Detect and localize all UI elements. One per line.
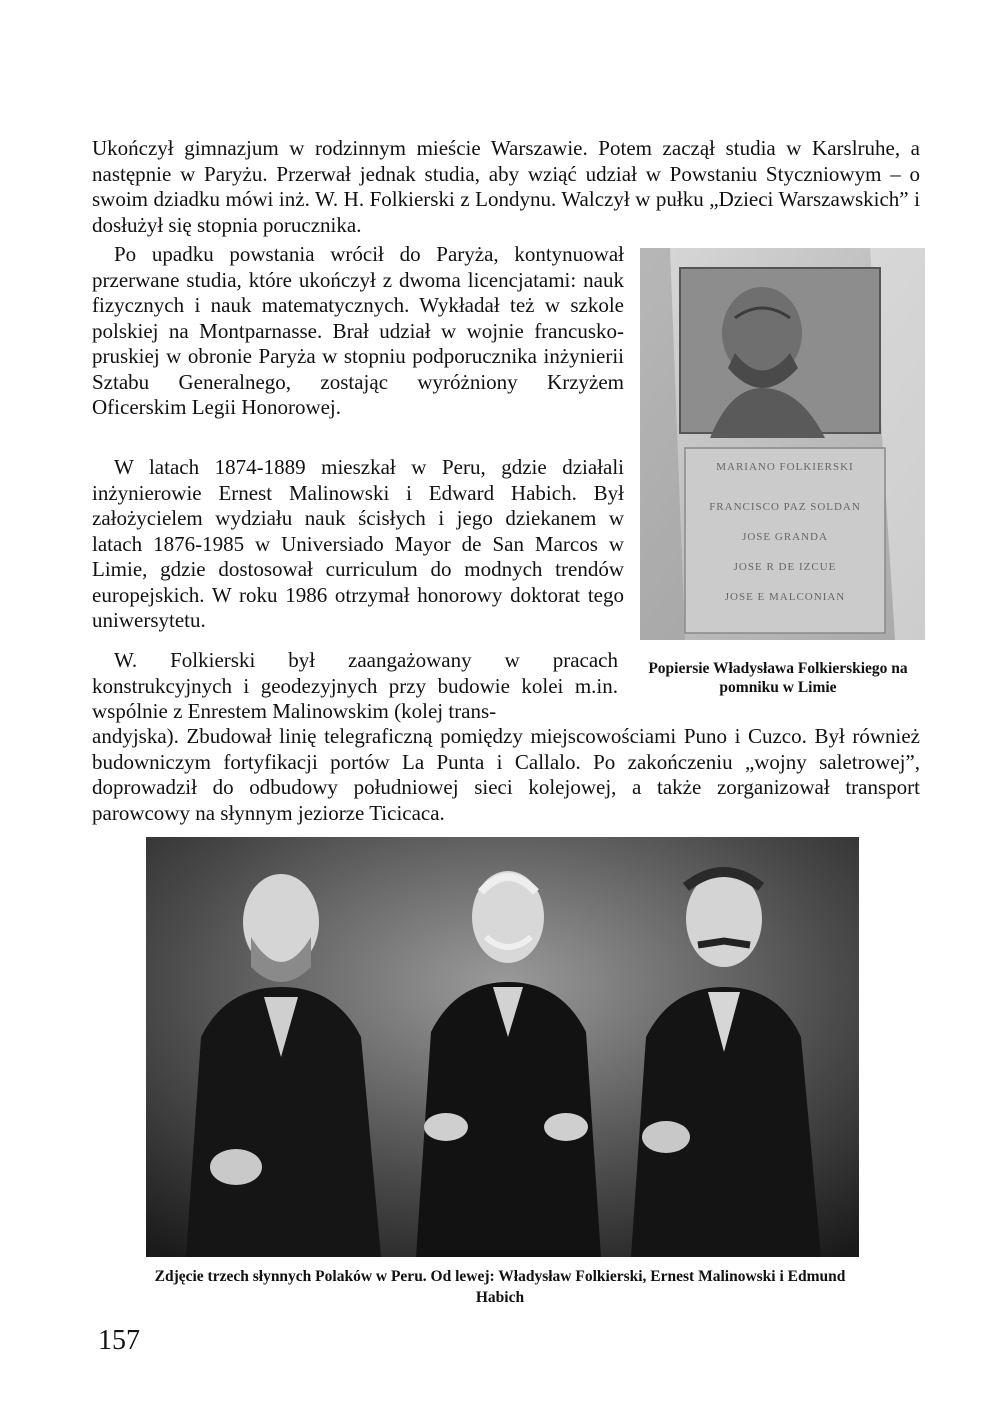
group-photo: [146, 837, 859, 1257]
group-photo-image: [146, 837, 859, 1257]
monument-photo: [640, 248, 925, 640]
plaque-line-2: FRANCISCO PAZ SOLDAN: [709, 501, 861, 513]
plaque-line-5: JOSE E MALCONIAN: [724, 591, 846, 603]
paragraph-railway-part2: andyjska). Zbudował linię telegraficzną pomiędzy miejscowościami Puno i Cuzco. Był również budowniczym fortyfikacji portów La Punta i Callalo. Po zakończeniu „wojny saletrowej”, doprowadził do odbudowy południowej sieci kolejowej, a także zorganizował transport parowcowy na słynnym jeziorze Ticicaca.: [92, 724, 920, 825]
page-number: 157: [98, 1325, 140, 1356]
monument-caption: Popiersie Władysława Folkierskiego na pomniku w Limie: [648, 660, 908, 696]
paragraph-peru: W latach 1874-1889 mieszkał w Peru, gdzie działali inżynierowie Ernest Malinowski i Edward Habich. Był założycielem wydziału nauk ścisłych i jego dziekanem w latach 1876-1985 w Universiado Mayor de San Marcos w Limie, gdzie dostosował curriculum do modnych trendów europejskich. W roku 1986 otrzymał honorowy doktorat tego uniwersytetu.: [92, 455, 624, 632]
paragraph-education: Ukończył gimnazjum w rodzinnym mieście Warszawie. Potem zaczął studia w Karslruhe, a następnie w Paryżu. Przerwał jednak studia, aby wziąć udział w Powstaniu Styczniowym – o swoim dziadku mówi inż. W. H. Folkierski z Londynu. Walczył w pułku „Dzieci Warszawskich” i dosłużył się stopnia porucznika.: [92, 136, 920, 237]
paragraph-after-uprising: Po upadku powstania wrócił do Paryża, kontynuował przerwane studia, które ukończył z dwoma licencjatami: nauk fizycznych i nauk matematycznych. Wykładał też w szkole polskiej na Montparnasse. Brał udział w wojnie francusko-pruskiej w obronie Paryża w stopniu podporucznika inżynierii Sztabu Generalnego, zostając wyróżniony Krzyżem Oficerskim Legii Honorowej.: [92, 242, 624, 419]
plaque-line-4: JOSE R DE IZCUE: [733, 561, 837, 573]
group-photo-caption: Zdjęcie trzech słynnych Polaków w Peru. Od lewej: Władysław Folkierski, Ernest Malinowski i Edmund Habich: [154, 1268, 846, 1306]
paragraph-railway-part1: W. Folkierski był zaangażowany w pracach konstrukcyjnych i geodezyjnych przy budowie kolei m.in. wspólnie z Enrestem Malinowskim (kolej trans-: [92, 648, 618, 723]
monument-image: [640, 248, 925, 640]
plaque-line-1: MARIANO FOLKIERSKI: [716, 461, 854, 473]
plaque-line-3: JOSE GRANDA: [742, 531, 828, 543]
